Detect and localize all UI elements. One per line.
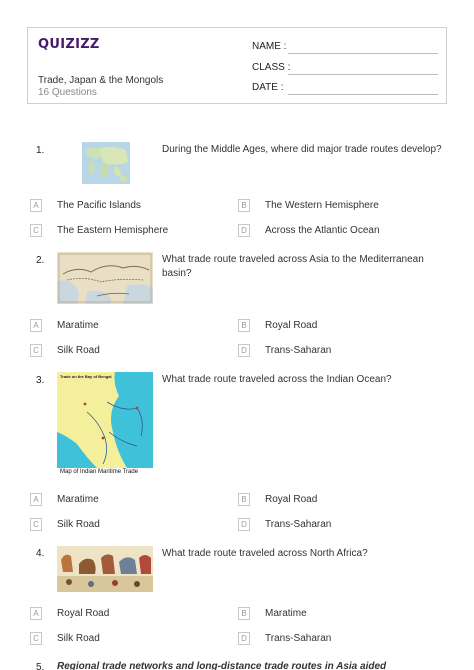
name-field[interactable] [288, 53, 438, 54]
map-title: Trade on the Bay of Bengal [60, 374, 112, 379]
answer-option[interactable]: The Pacific Islands [57, 200, 141, 211]
answer-option[interactable]: Royal Road [265, 320, 318, 331]
question-count: 16 Questions [38, 87, 97, 98]
answer-option[interactable]: Royal Road [57, 608, 110, 619]
option-letter: C [30, 518, 42, 531]
option-letter: D [238, 518, 250, 531]
answer-option[interactable]: Across the Atlantic Ocean [265, 225, 380, 236]
answer-option[interactable]: Trans-Saharan [265, 633, 332, 644]
question-number: 2. [36, 255, 45, 266]
date-label: DATE : [252, 82, 284, 93]
option-letter: A [30, 199, 42, 212]
answer-option[interactable]: Maratime [57, 494, 99, 505]
quizizz-logo: QUIZIZZ [38, 37, 100, 52]
answer-option[interactable]: The Western Hemisphere [265, 200, 379, 211]
question-text: What trade route traveled across Asia to the Mediterranean basin? [162, 254, 424, 279]
question-text: Regional trade networks and long-distance trade routes in Asia aided [57, 661, 387, 670]
option-letter: A [30, 319, 42, 332]
question-text: During the Middle Ages, where did major trade routes develop? [162, 144, 442, 155]
answer-option[interactable]: The Eastern Hemisphere [57, 225, 169, 236]
option-letter: D [238, 224, 250, 237]
option-letter: B [238, 607, 250, 620]
world-map-image [82, 142, 130, 184]
option-letter: A [30, 493, 42, 506]
answer-option[interactable]: Trans-Saharan [265, 519, 332, 530]
answer-option[interactable]: Silk Road [57, 345, 100, 356]
answer-option[interactable]: Silk Road [57, 633, 100, 644]
option-letter: A [30, 607, 42, 620]
question-number: 5. [36, 662, 45, 670]
question-text: What trade route traveled across North Africa? [162, 548, 368, 559]
class-field[interactable] [288, 74, 438, 75]
indian-maritime-map-image [57, 372, 153, 480]
name-label: NAME : [252, 41, 287, 52]
option-letter: C [30, 224, 42, 237]
answer-option[interactable]: Silk Road [57, 519, 100, 530]
map-caption: Map of Indian Maritime Trade [60, 469, 139, 475]
option-letter: C [30, 632, 42, 645]
worksheet-title: Trade, Japan & the Mongols [38, 75, 164, 86]
answer-option[interactable]: Maratime [57, 320, 99, 331]
option-letter: B [238, 493, 250, 506]
answer-option[interactable]: Maratime [265, 608, 307, 619]
option-letter: C [30, 344, 42, 357]
class-label: CLASS : [252, 62, 291, 73]
question-number: 1. [36, 145, 45, 156]
question-number: 3. [36, 375, 45, 386]
question-number: 4. [36, 548, 45, 559]
silk-road-map-image [57, 252, 153, 304]
option-letter: B [238, 319, 250, 332]
worksheet-header [27, 27, 447, 104]
caravan-illustration-image [57, 546, 153, 592]
answer-option[interactable]: Trans-Saharan [265, 345, 332, 356]
option-letter: D [238, 632, 250, 645]
answer-option[interactable]: Royal Road [265, 494, 318, 505]
question-text: What trade route traveled across the Indian Ocean? [162, 374, 392, 385]
date-field[interactable] [288, 94, 438, 95]
option-letter: D [238, 344, 250, 357]
option-letter: B [238, 199, 250, 212]
